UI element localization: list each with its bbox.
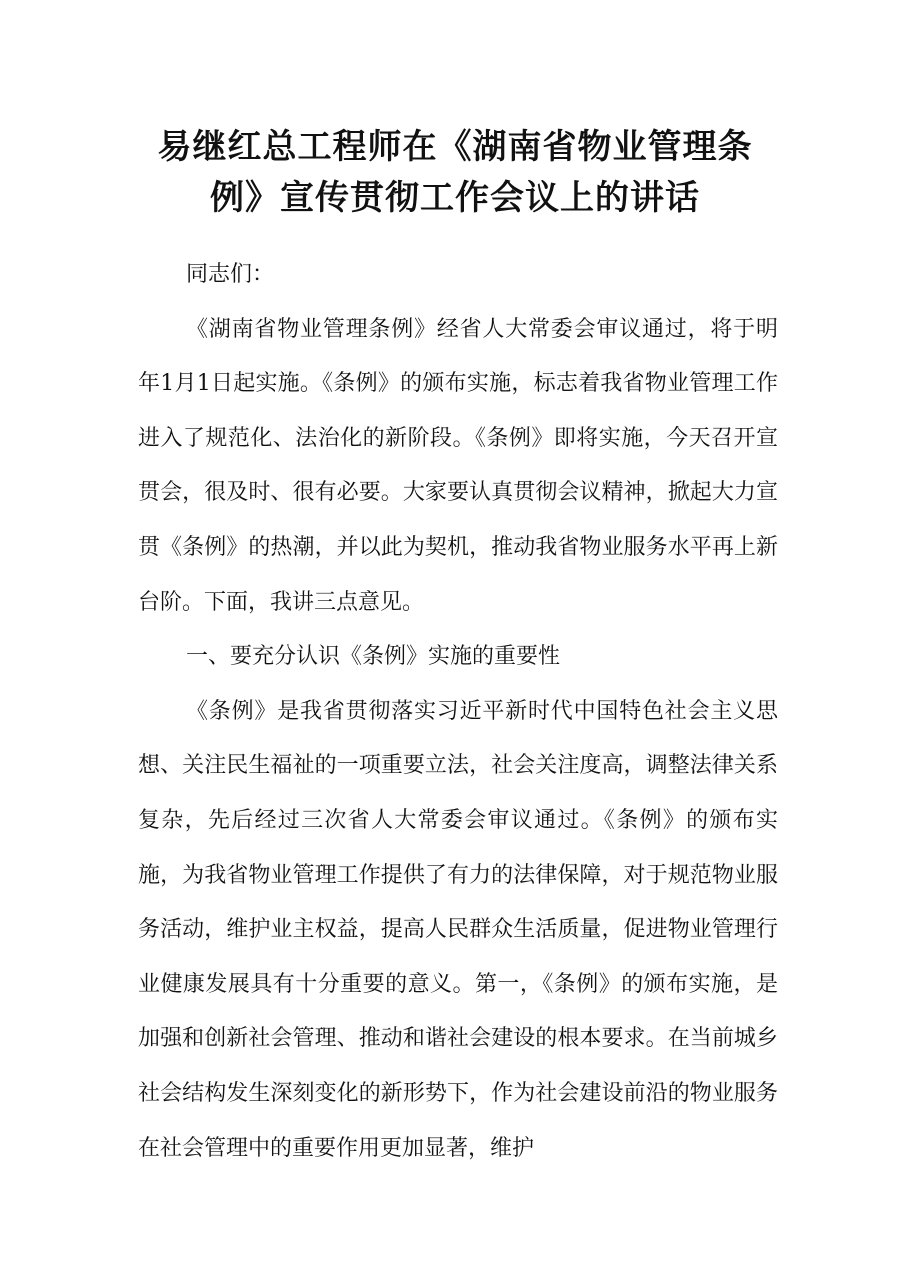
title-line-1: 易继红总工程师在《湖南省物业管理条 [157, 127, 753, 167]
salutation: 同志们： [186, 262, 275, 287]
document-body [138, 248, 778, 1176]
document-title [120, 122, 790, 224]
section-heading-1: 一、要充分认识《条例》实施的重要性 [186, 644, 561, 670]
paragraph-intro: 《湖南省物业管理条例》经省人大常委会审议通过，将于明年1月1日起实施。《条例》的颁布实施，标志着我省物业管理工作进入了规范化、法治化的新阶段。《条例》即将实施，今天召开宣贯会，很及时、很有必要。大家要认真贯彻会议精神，掀起大力宣贯《条例》的热潮，并以此为契机，推动我省物业服务水平再上新台阶。下面，我讲三点意见。 [138, 316, 778, 615]
paragraph-importance: 《条例》是我省贯彻落实习近平新时代中国特色社会主义思想、关注民生福祉的一项重要立法，社会关注度高，调整法律关系复杂，先后经过三次省人大常委会审议通过。《条例》的颁布实施，为我省物业管理工作提供了有力的法律保障，对于规范物业服务活动，维护业主权益，提高人民群众生活质量，促进物业管理行业健康发展具有十分重要的意义。第一，《条例》的颁布实施，是加强和创新社会管理、推动和谐社会建设的根本要求。在当前城乡社会结构发生深刻变化的新形势下，作为社会建设前沿的物业服务在社会管理中的重要作用更加显著，维护 [138, 698, 778, 1161]
title-line-2: 例》宣传贯彻工作会议上的讲话 [210, 178, 700, 218]
